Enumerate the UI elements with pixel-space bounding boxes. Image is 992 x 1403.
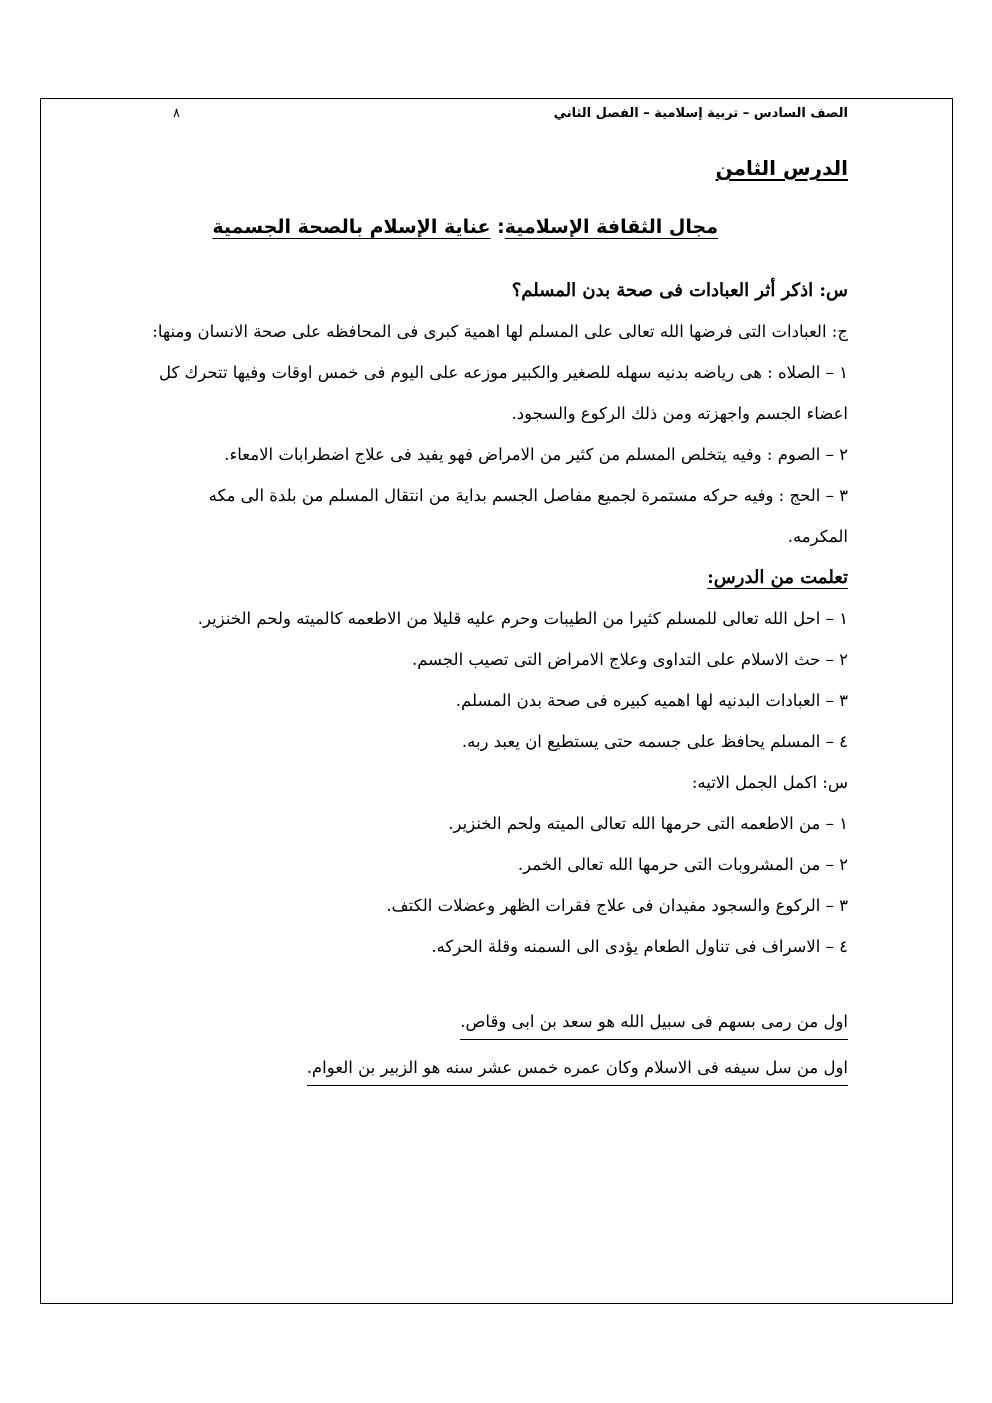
lesson-body <box>145 270 848 1093</box>
completion-item: ٢ – من المشروبات التى حرمها الله تعالى الخمر. <box>517 855 848 874</box>
completion-item: ١ – من الاطعمه التى حرمها الله تعالى الميته ولحم الخنزير. <box>448 814 848 833</box>
learned-heading: تعلمت من الدرس: <box>707 567 848 588</box>
lesson-title: الدرس الثامن <box>715 156 848 180</box>
learned-item: ٤ – المسلم يحافظ على جسمه حتى يستطيع ان يعبد ربه. <box>461 732 848 751</box>
learned-item: ١ – احل الله تعالى للمسلم كثيرا من الطيبات وحرم عليه قليلا من الاطعمه كالميته ولحم الخنزير. <box>197 609 848 628</box>
topic-separator: : <box>490 216 505 238</box>
learned-item: ٢ – حث الاسلام على التداوى وعلاج الامراض التى تصيب الجسم. <box>411 650 848 669</box>
topic-field: مجال الثقافة الإسلامية <box>504 216 718 238</box>
completion-item: ٤ – الاسراف فى تناول الطعام يؤدى الى السمنه وقلة الحركه. <box>431 937 848 956</box>
topic-subject: عناية الإسلام بالصحة الجسمية <box>212 216 491 238</box>
question-1: س: اذكر أثر العبادات فى صحة بدن المسلم؟ <box>511 280 848 301</box>
question-2: س: اكمل الجمل الاتيه: <box>691 773 848 792</box>
learned-item: ٣ – العبادات البدنيه لها اهميه كبيره فى صحة بدن المسلم. <box>455 691 848 710</box>
completion-item: ٣ – الركوع والسجود مفيدان فى علاج فقرات الظهر وعضلات الكتف. <box>386 896 848 915</box>
page-header <box>100 106 848 128</box>
answer-item: ٢ – الصوم : وفيه يتخلص المسلم من كثير من الامراض فهو يفيد فى علاج اضطرابات الامعاء. <box>224 445 848 464</box>
fact-line: اول من سل سيفه فى الاسلام وكان عمره خمس عشر سنه هو الزبير بن العوام. <box>307 1051 848 1086</box>
answer-intro: ج: العبادات التى فرضها الله تعالى على المسلم لها اهمية كبرى فى المحافظه على صحة الانسان ومنها: <box>152 322 848 341</box>
page-number: ٨ <box>173 106 180 121</box>
spacer <box>145 967 848 1001</box>
page-content <box>40 98 953 1304</box>
answer-item: ١ – الصلاه : هى رياضه بدنيه سهله للصغير والكبير موزعه على اليوم فى خمس اوقات وفيها تتحرك كل اعضاء الجسم واجهزته ومن ذلك الركوع والسجود. <box>159 363 848 423</box>
answer-item: ٣ – الحج : وفيه حركه مستمرة لجميع مفاصل الجسم بداية من انتقال المسلم من بلدة الى مكه المكرمه. <box>208 486 848 546</box>
header-title: الصف السادس – تربية إسلامية – الفصل الثاني <box>553 106 848 121</box>
fact-line: اول من رمى بسهم فى سبيل الله هو سعد بن ابى وقاص. <box>460 1005 848 1040</box>
topic-heading <box>212 216 718 238</box>
